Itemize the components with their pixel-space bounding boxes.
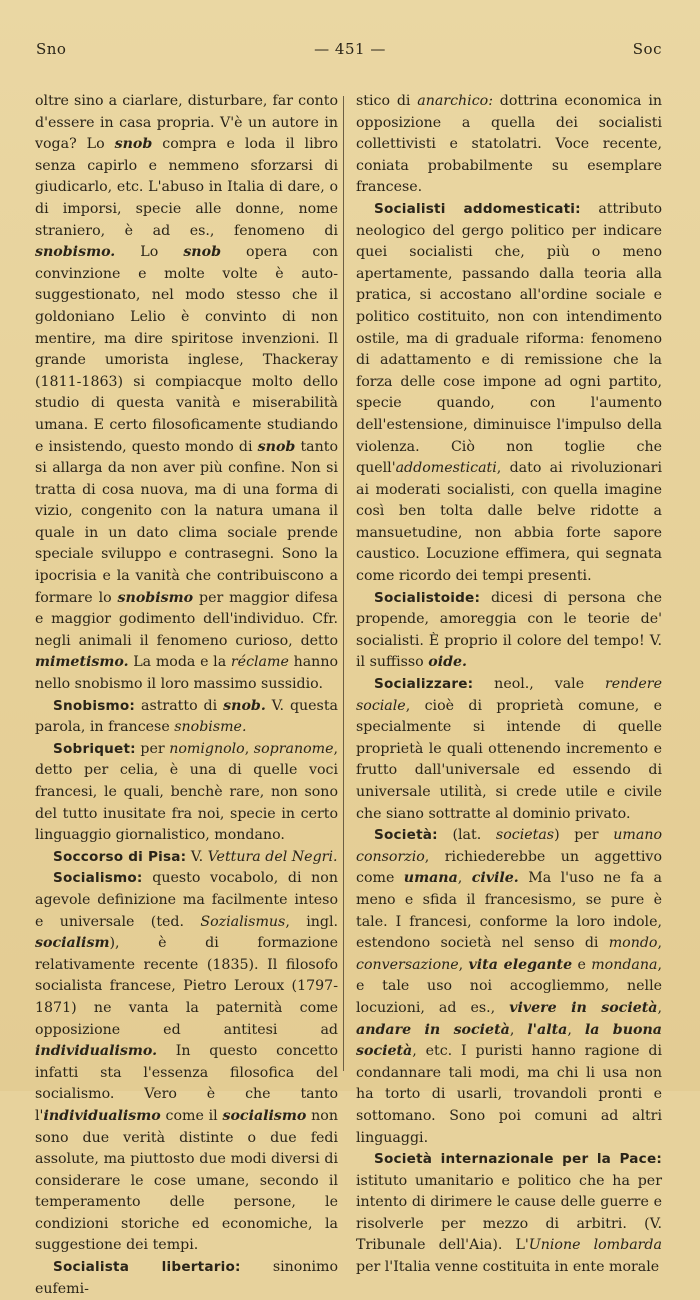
italic-term: anarchico: xyxy=(417,93,493,109)
italic-term: Vettura del Negri. xyxy=(207,848,338,865)
right-column xyxy=(356,91,662,1279)
entry-text: La moda e la xyxy=(128,654,231,671)
headword: Società internazionale per la Pace: xyxy=(374,1151,662,1168)
dictionary-entry xyxy=(35,696,338,739)
entry-text: questo vocabolo, di non agevole definizione ma facilmente inteso e universale (ted. xyxy=(35,870,338,930)
entry-text: oltre sino a ciarlare, disturbare, far conto d'essere in casa propria. V'è un autore in voga? Lo xyxy=(35,93,338,153)
headword: Socializzare: xyxy=(374,676,474,693)
italic-term: Sozialismus xyxy=(200,913,286,930)
emphasized-term: la buona società xyxy=(356,1021,662,1060)
emphasized-term: vita elegante xyxy=(468,956,573,973)
italic-term: addomesticati xyxy=(395,460,497,477)
headword: Società: xyxy=(374,827,438,844)
entry-text: ) per xyxy=(554,827,614,844)
entry-text: , xyxy=(509,1021,528,1038)
italic-term: conversazione xyxy=(356,956,459,973)
headword: Sobriquet: xyxy=(53,740,136,757)
italic-term: mondana xyxy=(591,956,658,973)
entry-text: astratto di xyxy=(135,697,224,714)
dictionary-entry xyxy=(356,1149,662,1279)
entry-text: per xyxy=(135,740,170,757)
italic-term: umano consorzio xyxy=(356,827,662,865)
italic-term: snobisme. xyxy=(174,719,247,736)
entry-text: In questo concetto infatti sta l'essenza filosofica del socialismo. Vero è che tanto l' xyxy=(35,1043,338,1124)
entry-text: stico di xyxy=(356,93,418,109)
entry-text: hanno nello snobismo il loro massimo sussidio. xyxy=(35,654,338,693)
emphasized-term: individualismo xyxy=(43,1107,161,1124)
entry-text: , xyxy=(244,740,254,757)
entry-text: , cioè di proprietà comune, e specialmente si intende di quelle proprietà le quali ottenendo incremento e frutto dall'universale ed essendo di universale utilità, si crede utile e civile che siano sottratte al dominio privato. xyxy=(356,697,662,822)
page-number: — 451 — xyxy=(314,40,386,58)
dictionary-entry xyxy=(356,674,662,825)
emphasized-term: mimetismo. xyxy=(35,654,129,671)
headword: Snobismo: xyxy=(53,697,136,714)
emphasized-term: snobismo. xyxy=(35,244,116,261)
entry-text: non sono due verità distinte o due fedi assolute, ma piuttosto due modi diversi di considerare le cose umane, secondo il temperamento delle persone, le condizioni storiche ed economiche, la suggestione dei tempi. xyxy=(35,1107,338,1254)
emphasized-term: snobismo xyxy=(117,589,194,606)
entry-text: dottrina economica in opposizione a quella dei socialisti collettivisti e statolatri. Voce recente, coniata probabilmente su esemplare francese. xyxy=(356,93,662,196)
entry-text: dicesi di persona che propende, amoreggia con le teorie de' socialisti. È proprio il colore del tempo! V. il suffisso xyxy=(356,589,662,671)
entry-text: per l'Italia venne costituita in ente morale xyxy=(356,1259,660,1276)
entry-text: , xyxy=(657,935,662,952)
entry-text: , xyxy=(457,870,472,887)
dictionary-entry xyxy=(35,868,338,1257)
emphasized-term: snob xyxy=(257,438,296,455)
emphasized-term: oide. xyxy=(428,654,467,671)
entry-text: attributo neologico del gergo politico per indicare quei socialisti che, più o meno apertamente, passando dalla teoria alla pratica, si accostano all'ordine sociale e politico costituito, non con intendimento ostile, ma di graduale riforma: fenomeno di adattamento e di remissione che la forza delle cose impone ad ogni partito, specie quando, con l'aumento dell'estensione, diminuisce l'impulso della violenza. Ciò non toglie che quell' xyxy=(356,200,662,477)
entry-text: per maggior difesa e maggior godimento dell'individuo. Cfr. negli animali il fenomeno curioso, detto xyxy=(35,589,338,649)
running-head-right: Soc xyxy=(632,40,662,58)
entry-text: sinonimo eufemi- xyxy=(35,1259,338,1297)
entry-text: Ma l'uso ne fa a meno e sfida il francesismo, se pure è tale. I francesi, conforme la loro indole, estendono società nel senso di xyxy=(356,870,662,952)
emphasized-term: umana xyxy=(403,870,458,887)
italic-term: nomignolo xyxy=(169,740,245,757)
entry-text: V. questa parola, in francese xyxy=(35,697,338,736)
headword: Socialismo: xyxy=(53,870,143,887)
running-head-left: Sno xyxy=(36,40,67,58)
emphasized-term: snob xyxy=(183,244,221,261)
dictionary-entry xyxy=(356,588,662,674)
entry-text: , detto per celia, è una di quelle voci francesi, le quali, benchè rare, non sono del tutto inusitate fra noi, specie in certo linguaggio giornalistico, mondano. xyxy=(35,740,338,844)
entry-text: , dato ai rivoluzionari ai moderati socialisti, con quella imagine così ben tolta dalle belve ridotte a mansuetudine, non abbia forte sapore caustico. Locuzione effimera, qui segnata come ricordo dei tempi presenti. xyxy=(356,460,662,585)
headword: Socialisti addomesticati: xyxy=(374,200,581,217)
headword: Socialistoide: xyxy=(374,589,481,606)
italic-term: sopranome xyxy=(253,740,334,757)
entry-text: e xyxy=(572,956,592,973)
dictionary-entry xyxy=(35,1257,338,1300)
entry-text: V. xyxy=(186,848,208,865)
entry-text: , e tale uso noi accogliemmo, nelle locuzioni, ad es., xyxy=(356,956,662,1016)
italic-term: rendere sociale xyxy=(356,676,662,714)
entry-text: istituto umanitario e politico che ha per intento di dirimere le cause delle guerre e risolverle per mezzo di arbitri. (V. Tribunale dell'Aia). L' xyxy=(356,1172,662,1254)
italic-term: réclame xyxy=(230,654,289,671)
emphasized-term: socialism xyxy=(35,935,110,952)
entry-text: Lo xyxy=(115,244,184,261)
italic-term: societas xyxy=(495,827,555,844)
entry-text: , richiederebbe un aggettivo come xyxy=(356,848,662,887)
entry-text: neol., vale xyxy=(473,676,606,693)
italic-term: mondo xyxy=(608,935,658,952)
entry-text: (lat. xyxy=(437,827,496,844)
entry-text: , xyxy=(458,956,469,973)
entry-text: compra e loda il libro senza capirlo e nemmeno sforzarsi di giudicarlo, etc. L'abuso in Italia di dare, o di imporsi, specie alle donne, nome straniero, è ad es., fenomeno di xyxy=(35,136,339,239)
entry-text: , xyxy=(657,999,662,1016)
emphasized-term: civile. xyxy=(471,870,519,887)
emphasized-term: snob. xyxy=(223,697,266,714)
emphasized-term: individualismo. xyxy=(35,1043,158,1060)
entry-text: , ingl. xyxy=(285,913,338,930)
entry-text: , xyxy=(567,1021,585,1038)
entry-text: ), è di formazione relativamente recente (1835). Il filosofo socialista francese, Pietro Leroux (1797-1871) ne vanta la paternità come opposizione ed antitesi ad xyxy=(35,935,338,1038)
entry-continuation xyxy=(356,91,662,199)
emphasized-term: snob xyxy=(114,136,153,153)
dictionary-entry xyxy=(356,825,662,1149)
entry-continuation xyxy=(35,91,338,696)
emphasized-term: vivere in società xyxy=(509,999,658,1016)
dictionary-entry xyxy=(35,739,338,847)
entry-text: , etc. I puristi hanno ragione di condannare tali modi, ma chi li usa non ha torto di usarli, trovandoli pronti e sottomano. Sono poi comuni ad altri linguaggi. xyxy=(356,1043,662,1146)
left-column xyxy=(35,91,338,1300)
emphasized-term: socialismo xyxy=(222,1107,307,1124)
headword: Socialista libertario: xyxy=(53,1259,241,1276)
headword: Soccorso di Pisa: xyxy=(53,848,187,865)
dictionary-entry xyxy=(35,847,338,869)
emphasized-term: andare in società xyxy=(356,1021,510,1038)
dictionary-entry xyxy=(356,199,662,588)
entry-text: opera con convinzione e molte volte è auto-suggestionato, nel modo stesso che il goldoniano Lelio è convinto di non mentire, ma dire spiritose invenzioni. Il grande umorista inglese, Thackeray (1811-1863) si compiacque molto dello studio di questa vanità e miserabilità umana. E certo filosoficamente studiando e insistendo, questo mondo di xyxy=(35,244,338,455)
entry-text: come il xyxy=(160,1107,223,1124)
emphasized-term: l'alta xyxy=(527,1021,568,1038)
column-divider xyxy=(343,96,344,1071)
italic-term: Unione lombarda xyxy=(528,1237,662,1254)
entry-text: tanto si allarga da non aver più confine. Non si tratta di cosa nuova, ma di una forma di vizio, congenito con la natura umana il quale in un dato clima sociale prende speciale sviluppo e contrasegni. Sono la ipocrisia e la vanità che contribuiscono a formare lo xyxy=(35,438,338,606)
